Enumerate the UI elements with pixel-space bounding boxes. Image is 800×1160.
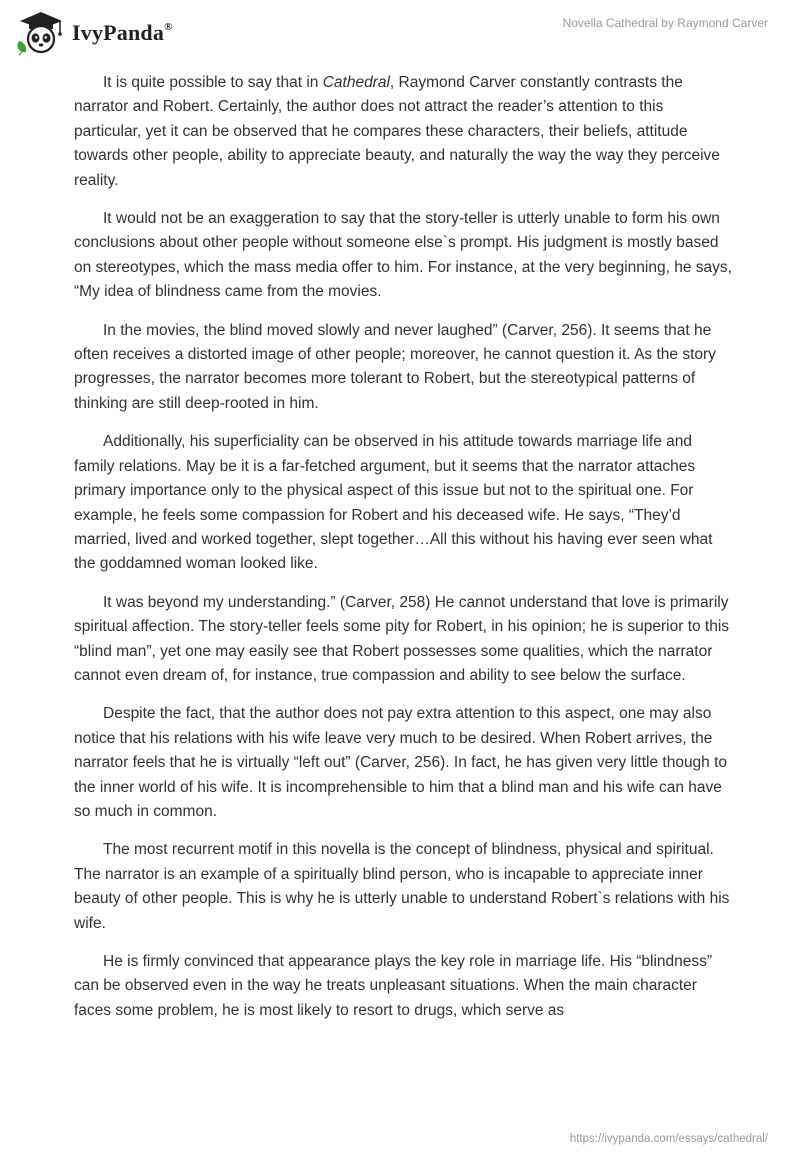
document-title: Novella Cathedral by Raymond Carver — [562, 16, 768, 30]
paragraph-1-end: , Raymond Carver constantly contrasts the narrator and Robert. Certainly, the author does not attract the reader’s attention to this particular, yet it can be observed that he compares these characters, their beliefs, attitude towards other people, ability to appreciate beauty, and naturally the way the way they perceive reality. — [74, 74, 720, 189]
paragraph-5: It was beyond my understanding.” (Carver, 258) He cannot understand that love is primarily spiritual affection. The story-teller feels some pity for Robert, in his opinion; he is superior to this “blind man”, yet one may easily see that Robert possesses some qualities, which the narrator cannot even dream of, for instance, true compassion and ability to see below the surface. — [74, 593, 730, 684]
paragraph-4: Additionally, his superficiality can be observed in his attitude towards marriage life and family relations. May be it is a far-fetched argument, but it seems that the narrator attaches primary importance only to the physical aspect of this issue but not to the spiritual one. For example, he feels some compassion for Robert and his deceased wife. He says, “They’d married, lived and worked together, slept together…All this without his having ever seen what the goddamned woman looked like. — [74, 433, 713, 573]
source-url[interactable]: https://ivypanda.com/essays/cathedral/ — [569, 1133, 768, 1145]
novella-title: Cathedral — [322, 74, 390, 91]
paragraph-6: Despite the fact, that the author does not pay extra attention to this aspect, one may also notice that his relations with his wife leave very much to be desired. When Robert arrives, the narrator feels that he is virtually “left out” (Carver, 256). In fact, he has given very little though to the inner world of his wife. It is incomprehensible to him that a blind man and his wife can have so much in common. — [74, 705, 728, 820]
paragraph-3: In the movies, the blind moved slowly and never laughed” (Carver, 256). It seems that he often receives a distorted image of other people; moreover, he cannot question it. As the story progresses, the narrator becomes more tolerant to Robert, but the stereotypical patterns of thinking are still deep-rooted in him. — [74, 321, 716, 412]
logo-text: IvyPanda — [72, 20, 165, 45]
paragraph-7: The most recurrent motif in this novella is the concept of blindness, physical and spiritual. The narrator is an example of a spiritually blind person, who is incapable to appreciate inner beauty of other people. This is why he is utterly unable to understand Robert`s relations with his wife. — [74, 841, 730, 932]
paragraph-2: It would not be an exaggeration to say that the story-teller is utterly unable to form his own conclusions about other people without someone else`s prompt. His judgment is mostly based on stereotypes, which the mass media offer to him. For instance, at the very beginning, he says, “My idea of blindness came from the movies. — [74, 210, 732, 301]
registered-mark: ® — [164, 20, 173, 33]
paragraph-1 — [74, 71, 734, 193]
page-header — [0, 0, 800, 60]
essay-body — [74, 71, 734, 1037]
ivypanda-logo[interactable] — [14, 8, 173, 56]
paragraph-8: He is firmly convinced that appearance plays the key role in marriage life. His “blindness” can be observed even in the way he treats unpleasant situations. When the main character faces some problem, he is most likely to resort to drugs, which serve as — [74, 953, 713, 1019]
panda-graduate-icon — [14, 8, 70, 56]
logo-wordmark — [72, 20, 173, 46]
paragraph-1-start: It is quite possible to say that in — [103, 74, 323, 91]
